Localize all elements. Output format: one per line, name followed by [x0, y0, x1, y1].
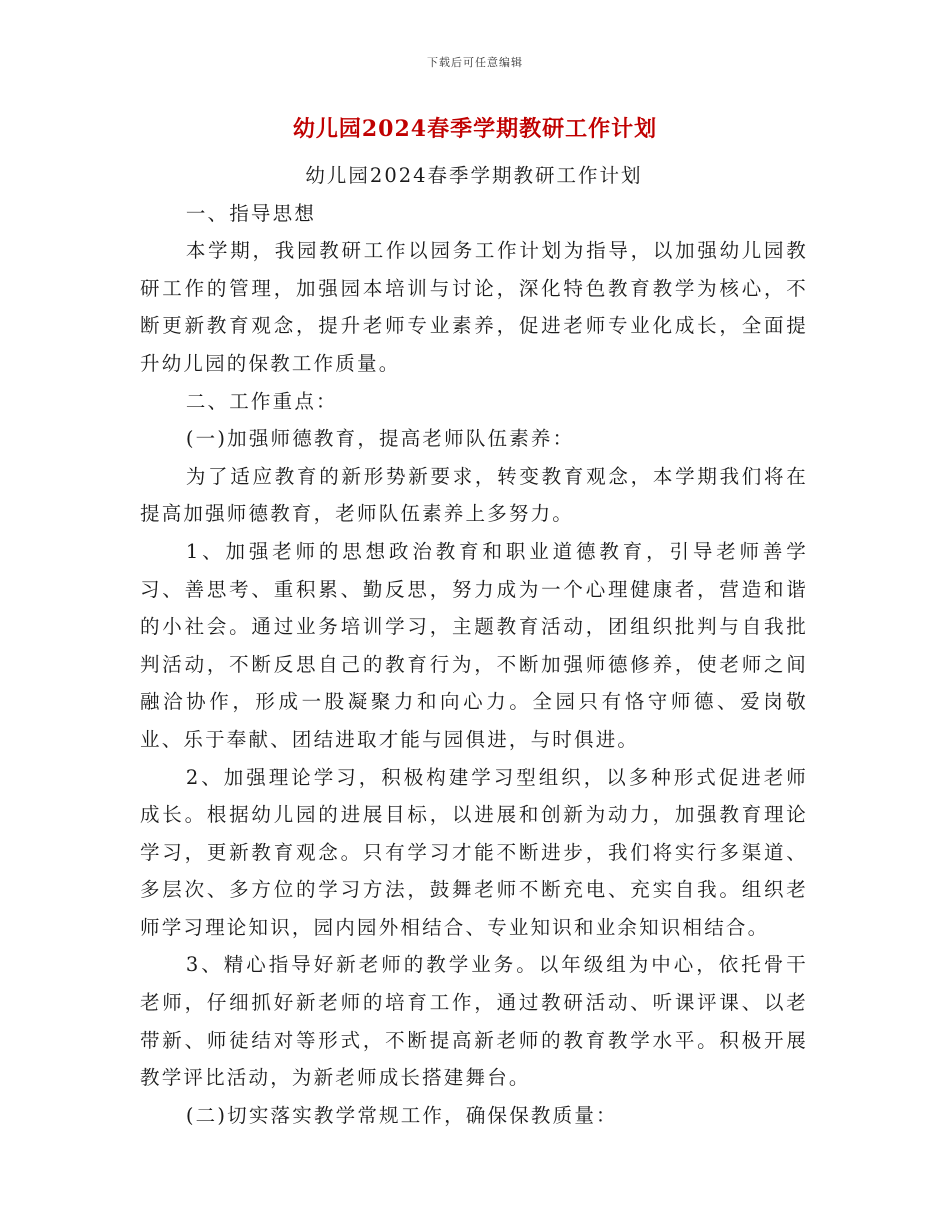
page-header-note: 下载后可任意编辑 [427, 56, 523, 69]
document-body [140, 157, 808, 1134]
subsection-heading-teaching-routine: (二)切实落实教学常规工作，确保保教质量： [185, 1103, 618, 1127]
paragraph-guiding-ideology: 本学期，我园教研工作以园务工作计划为指导，以加强幼儿园教研工作的管理，加强园本培训与讨论，深化特色教育教学为核心，不断更新教育观念，提升老师专业素养，促进老师专业化成长，全面提升幼儿园的保教工作质量。 [140, 239, 808, 375]
document-subtitle: 幼儿园2024春季学期教研工作计划 [305, 164, 643, 187]
section-heading-work-focus: 二、工作重点： [185, 389, 338, 413]
paragraph-item-2: 2、加强理论学习，积极构建学习型组织，以多种形式促进老师成长。根据幼儿园的进展目标，以进展和创新为动力，加强教育理论学习，更新教育观念。只有学习才能不断进步，我们将实行多渠道、多层次、多方位的学习方法，鼓舞老师不断充电、充实自我。组织老师学习理论知识，园内园外相结合、专业知识和业余知识相结合。 [140, 765, 808, 939]
subsection-heading-ethics: (一)加强师德教育，提高老师队伍素养： [185, 427, 575, 451]
paragraph-item-3: 3、精心指导好新老师的教学业务。以年级组为中心，依托骨干老师，仔细抓好新老师的培育工作，通过教研活动、听课评课、以老带新、师徒结对等形式，不断提高新老师的教育教学水平。积极开展教学评比活动，为新老师成长搭建舞台。 [140, 953, 808, 1090]
paragraph-ethics-intro: 为了适应教育的新形势新要求，转变教育观念，本学期我们将在提高加强师德教育，老师队伍素养上多努力。 [140, 464, 808, 526]
document-title: 幼儿园2024春季学期教研工作计划 [292, 116, 658, 142]
section-heading-guiding-ideology: 一、指导思想 [185, 201, 317, 225]
paragraph-item-1: 1、加强老师的思想政治教育和职业道德教育，引导老师善学习、善思考、重积累、勤反思，努力成为一个心理健康者，营造和谐的小社会。通过业务培训学习，主题教育活动，团组织批判与自我批判活动，不断反思自己的教育行为，不断加强师德修养，使老师之间融洽协作，形成一股凝聚力和向心力。全园只有恪守师德、爱岗敬业、乐于奉献、团结进取才能与园俱进，与时俱进。 [140, 539, 808, 751]
